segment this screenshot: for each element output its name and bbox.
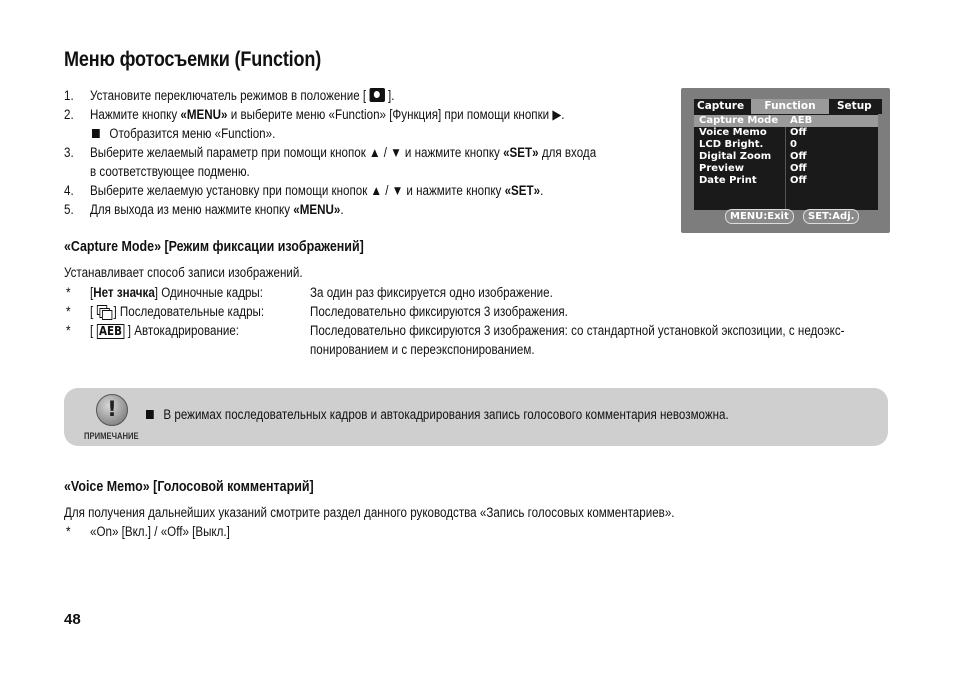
step-text: Нажмите кнопку «MENU» и выберите меню «Function» [Функция] при помощи кнопки ▶. (90, 107, 565, 122)
capture-option-desc: За один раз фиксируется одно изображение. (310, 285, 553, 300)
step-text: Выберите желаемую установку при помощи кнопок ▲ / ▼ и нажмите кнопку «SET». (90, 183, 544, 198)
lcd-row: Voice Memo Off (699, 127, 807, 138)
capture-mode-heading: «Capture Mode» [Режим фиксации изображений] (64, 239, 364, 255)
voice-memo-intro: Для получения дальнейших указаний смотрите раздел данного руководства «Запись голосовых комментариев». (64, 505, 675, 520)
lcd-set-adj-hint: SET:Adj. (803, 209, 859, 224)
step-number: 2. (64, 107, 74, 122)
aeb-icon: AEB (96, 324, 124, 339)
step-number: 5. (64, 202, 74, 217)
camera-icon (369, 88, 384, 102)
lcd-menu-screen (681, 88, 890, 233)
capture-option-desc: Последовательно фиксируются 3 изображения. (310, 304, 568, 319)
lcd-menu-exit-hint: MENU:Exit (725, 209, 794, 224)
exclamation-note-icon (96, 394, 128, 426)
step-number: 1. (64, 88, 74, 103)
list-star: * (66, 285, 71, 300)
list-star: * (66, 524, 71, 539)
capture-mode-intro: Устанавливает способ записи изображений. (64, 265, 303, 280)
step-number: 4. (64, 183, 74, 198)
note-text: В режимах последовательных кадров и автокадрирования запись голосового комментария невозможна. (146, 405, 729, 424)
lcd-row: Digital Zoom Off (699, 151, 807, 162)
voice-memo-option: «On» [Вкл.] / «Off» [Выкл.] (90, 524, 230, 539)
step-text: Для выхода из меню нажмите кнопку «MENU». (90, 202, 344, 217)
capture-option-label: [Нет значка] Одиночные кадры: (90, 285, 263, 300)
lcd-divider (785, 127, 786, 210)
step-number: 3. (64, 145, 74, 160)
lcd-tab-setup: Setup (833, 99, 882, 114)
continuous-shot-icon (96, 305, 110, 318)
list-star: * (66, 323, 71, 338)
lcd-menu-list (694, 114, 878, 210)
square-bullet-icon (146, 410, 154, 419)
step-text-cont: в соответствующее подменю. (90, 164, 250, 179)
lcd-row: Date Print Off (699, 175, 807, 186)
lcd-tab-bar (694, 99, 878, 114)
capture-option-label: [ ] Последовательные кадры: (90, 304, 265, 319)
capture-option-desc: Последовательно фиксируются 3 изображения: со стандартной установкой экспозиции, с недоэкс- (310, 323, 845, 338)
note-banner (64, 388, 888, 446)
bullet-item: Отобразится меню «Function». (92, 124, 275, 143)
lcd-tab-capture: Capture (694, 99, 747, 114)
list-star: * (66, 304, 71, 319)
square-bullet-icon (92, 129, 100, 138)
capture-option-desc-cont: понированием и с переэкспонированием. (310, 342, 535, 357)
lcd-row: Capture Mode AEB (694, 115, 878, 127)
lcd-row: Preview Off (699, 163, 807, 174)
lcd-row: LCD Bright. 0 (699, 139, 797, 150)
lcd-tab-function: Function (751, 99, 829, 114)
note-label: ПРИМЕЧАНИЕ (84, 431, 139, 441)
voice-memo-heading: «Voice Memo» [Голосовой комментарий] (64, 479, 314, 495)
capture-option-label: [ AEB ] Автокадрирование: (90, 323, 240, 338)
page-number: 48 (64, 611, 81, 628)
step-text: Установите переключатель режимов в положение [ ]. (90, 88, 395, 103)
step-text: Выберите желаемый параметр при помощи кнопок ▲ / ▼ и нажмите кнопку «SET» для входа (90, 145, 597, 160)
page-title: Меню фотосъемки (Function) (64, 48, 322, 71)
